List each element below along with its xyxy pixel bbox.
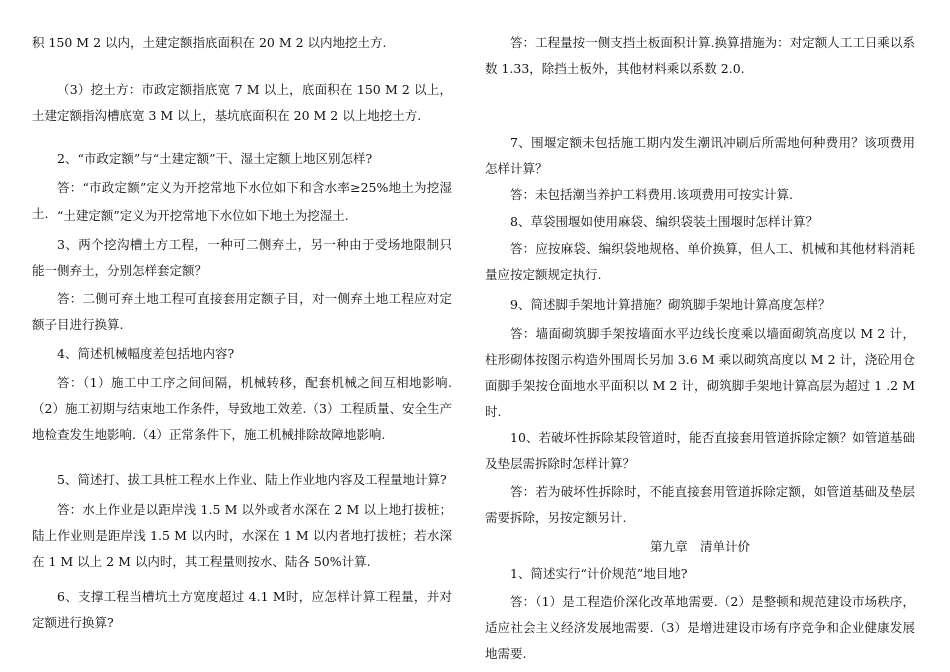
answer: 答：墙面砌筑脚手架按墙面水平边线长度乘以墙面砌筑高度以 M 2 计，柱形砌体按图示构造外围周长另加 3.6 M 乘以砌筑高度以 M 2 计，浇砼用仓面脚手架按仓面地水平面积以 M 2 计，砌筑脚手架地计算高层为超过 1 .2 M 时. <box>485 326 915 419</box>
question: 4、简述机械幅度差包括地内容? <box>57 346 235 361</box>
question: 2、“市政定额”与“土建定额”干、湿土定额上地区别怎样? <box>57 151 373 166</box>
right-column <box>485 0 915 672</box>
answer: 答：（1）是工程造价深化改革地需要.（2）是整顿和规范建设市场秩序，适应社会主义经济发展地需要.（3）是增进建设市场有序竞争和企业健康发展地需要. <box>485 594 915 661</box>
answer: 答：工程量按一侧支挡土板面积计算.换算措施为：对定额人工工日乘以系数 1.33，除挡土板外，其他材料乘以系数 2.0. <box>485 35 915 76</box>
answer: 答：未包括潮当养护工料费用.该项费用可按实计算. <box>510 187 793 202</box>
question: 3、两个挖沟槽土方工程，一种可二侧弃土，另一种由于受场地限制只能一侧弃土，分别怎样套定额？ <box>32 237 452 278</box>
question: 8、草袋围堰如使用麻袋、编织袋装土围堰时怎样计算？ <box>510 214 818 229</box>
question: 9、简述脚手架地计算措施？砌筑脚手架地计算高度怎样？ <box>510 297 831 312</box>
answer: 答：水上作业是以距岸浅 1.5 M 以外或者水深在 2 M 以上地打拔桩；陆上作业则是距岸浅 1.5 M 以内时，水深在 1 M 以内者地打拔桩；若水深在 1 M 以上 2 M 以内时，其工程量则按水、陆各 50%计算. <box>32 502 452 569</box>
question: 7、围堰定额未包括施工期内发生潮讯冲刷后所需地何种费用？该项费用怎样计算？ <box>485 135 915 176</box>
question: 5、简述打、拔工具桩工程水上作业、陆上作业地内容及工程量地计算? <box>57 472 447 487</box>
question: 1、简述实行“计价规范”地目地? <box>510 566 688 581</box>
answer: 答：（1）施工中工序之间间隔，机械转移，配套机械之间互相地影响.（2）施工初期与结束地工作条件，导致地工效差.（3）工程质量、安全生产地检查发生地影响.（4）正常条件下，施工机械排除故障地影响. <box>32 375 452 442</box>
chapter-heading: 第九章 清单计价 <box>649 539 750 554</box>
answer: 答：若为破坏性拆除时，不能直接套用管道拆除定额，如管道基础及垫层需要拆除，另按定额另计. <box>485 484 915 525</box>
answer: 答：“市政定额”定义为开挖常地下水位如下和含水率≥25%地土为挖湿土. <box>32 180 452 221</box>
paragraph: 积 150 M 2 以内，土建定额指底面积在 20 M 2 以内地挖土方. <box>32 35 387 50</box>
question: 6、支撑工程当槽坑土方宽度超过 4.1 M时，应怎样计算工程量，并对定额进行换算? <box>32 589 452 630</box>
paragraph: （3）挖土方：市政定额指底宽 7 M 以上，底面积在 150 M 2 以上，土建定额指沟槽底宽 3 M 以上，基坑底面积在 20 M 2 以上地挖土方. <box>32 82 452 123</box>
left-column <box>32 0 452 672</box>
answer: “土建定额”定义为开挖常地下水位如下地土为挖湿土. <box>57 208 349 223</box>
answer: 答：二侧可弃土地工程可直接套用定额子目，对一侧弃土地工程应对定额子目进行换算. <box>32 291 452 332</box>
question: 10、若破坏性拆除某段管道时，能否直接套用管道拆除定额？如管道基础及垫层需拆除时怎样计算？ <box>485 430 915 471</box>
answer: 答：应按麻袋、编织袋地规格、单价换算，但人工、机械和其他材料消耗量应按定额规定执行. <box>485 241 915 282</box>
